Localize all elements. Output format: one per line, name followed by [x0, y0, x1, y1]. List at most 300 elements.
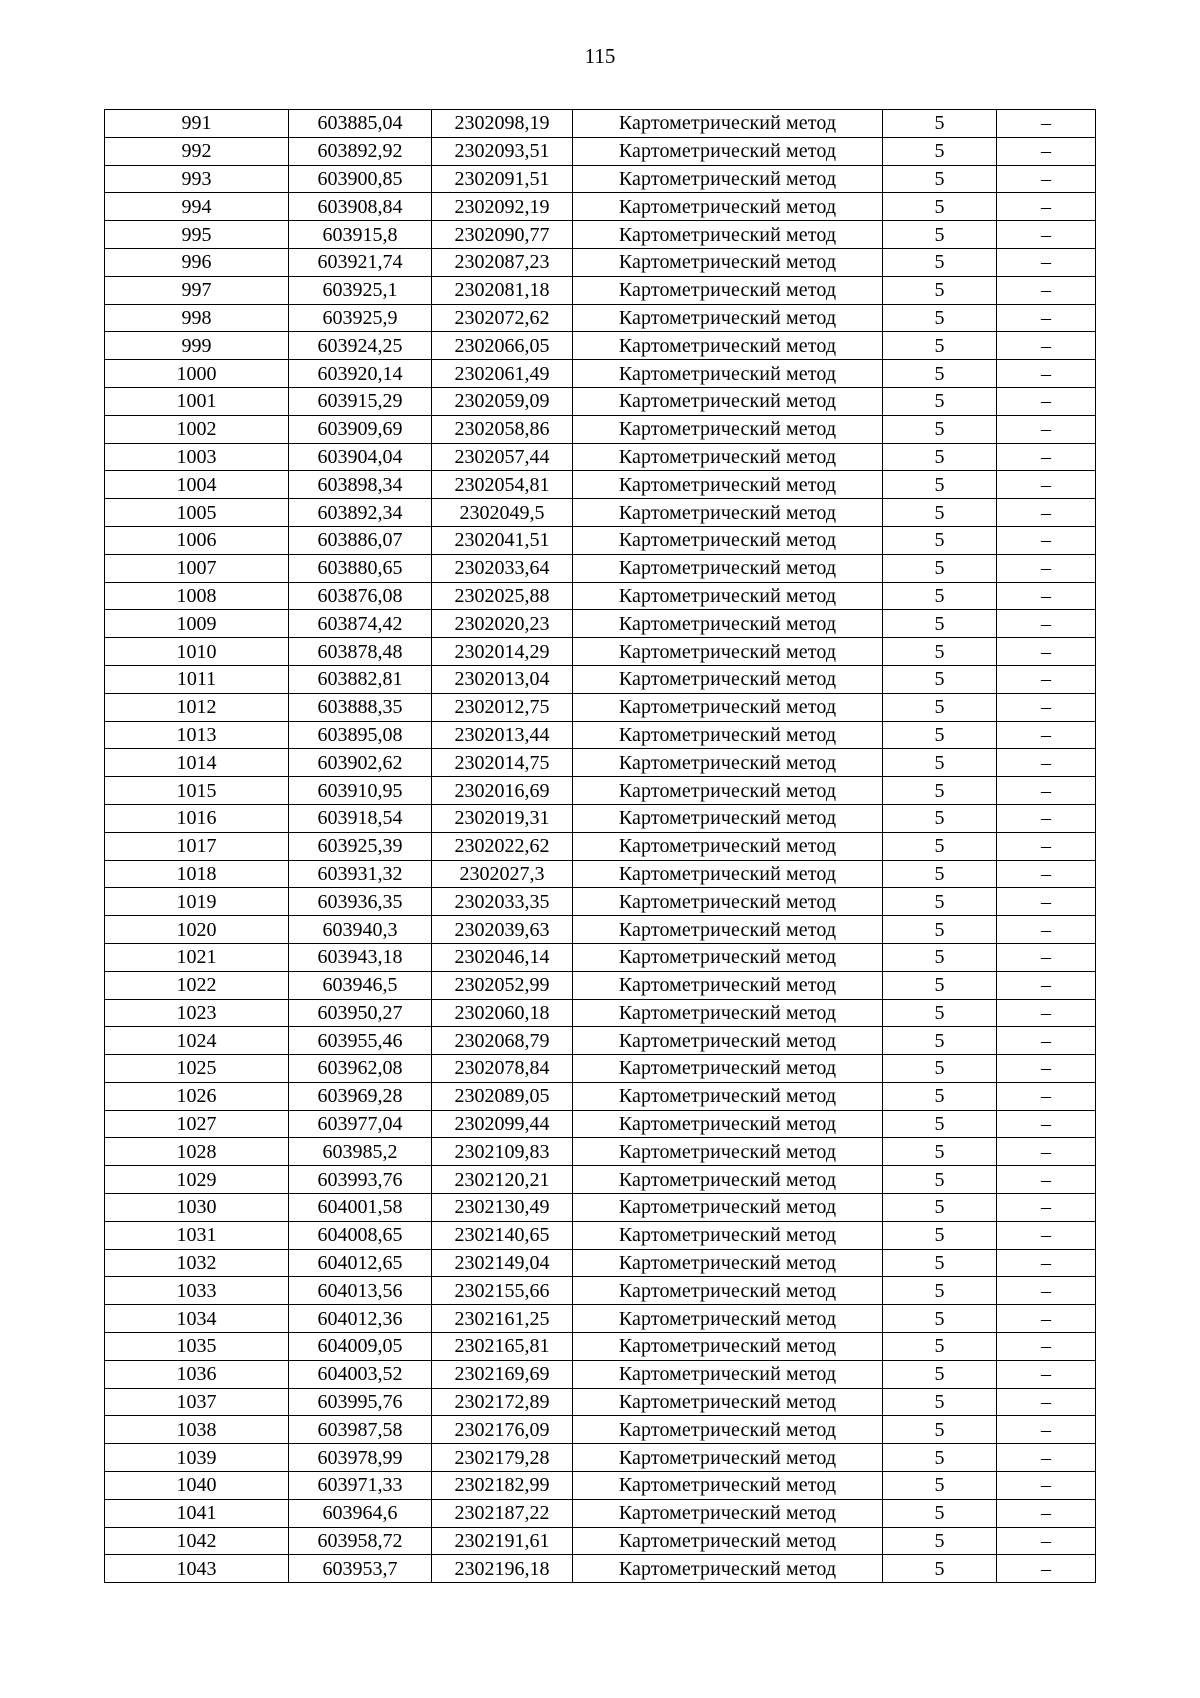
point-number-cell: 1025	[105, 1055, 289, 1083]
x-coordinate-cell: 603900,85	[289, 165, 432, 193]
description-cell: –	[997, 526, 1096, 554]
y-coordinate-cell: 2302039,63	[432, 916, 573, 944]
method-cell: Картометрический метод	[573, 165, 883, 193]
accuracy-cell: 5	[883, 999, 997, 1027]
y-coordinate-cell: 2302013,04	[432, 665, 573, 693]
accuracy-cell: 5	[883, 804, 997, 832]
x-coordinate-cell: 603892,34	[289, 499, 432, 527]
y-coordinate-cell: 2302025,88	[432, 582, 573, 610]
method-cell: Картометрический метод	[573, 1221, 883, 1249]
description-cell: –	[997, 1194, 1096, 1222]
x-coordinate-cell: 603978,99	[289, 1444, 432, 1472]
y-coordinate-cell: 2302087,23	[432, 248, 573, 276]
description-cell: –	[997, 387, 1096, 415]
x-coordinate-cell: 603931,32	[289, 860, 432, 888]
description-cell: –	[997, 1110, 1096, 1138]
method-cell: Картометрический метод	[573, 638, 883, 666]
table-row	[105, 276, 1096, 304]
x-coordinate-cell: 603955,46	[289, 1027, 432, 1055]
description-cell: –	[997, 860, 1096, 888]
accuracy-cell: 5	[883, 1249, 997, 1277]
point-number-cell: 1015	[105, 777, 289, 805]
table-row	[105, 721, 1096, 749]
method-cell: Картометрический метод	[573, 888, 883, 916]
description-cell: –	[997, 499, 1096, 527]
method-cell: Картометрический метод	[573, 471, 883, 499]
table-row	[105, 165, 1096, 193]
accuracy-cell: 5	[883, 248, 997, 276]
accuracy-cell: 5	[883, 1194, 997, 1222]
point-number-cell: 1012	[105, 693, 289, 721]
table-row	[105, 916, 1096, 944]
description-cell: –	[997, 1166, 1096, 1194]
table-row	[105, 943, 1096, 971]
description-cell: –	[997, 916, 1096, 944]
method-cell: Картометрический метод	[573, 1527, 883, 1555]
table-row	[105, 693, 1096, 721]
y-coordinate-cell: 2302165,81	[432, 1333, 573, 1361]
accuracy-cell: 5	[883, 1110, 997, 1138]
x-coordinate-cell: 603920,14	[289, 360, 432, 388]
point-number-cell: 1033	[105, 1277, 289, 1305]
accuracy-cell: 5	[883, 638, 997, 666]
method-cell: Картометрический метод	[573, 832, 883, 860]
point-number-cell: 1000	[105, 360, 289, 388]
description-cell: –	[997, 804, 1096, 832]
table-row	[105, 110, 1096, 138]
point-number-cell: 993	[105, 165, 289, 193]
accuracy-cell: 5	[883, 387, 997, 415]
y-coordinate-cell: 2302057,44	[432, 443, 573, 471]
y-coordinate-cell: 2302060,18	[432, 999, 573, 1027]
x-coordinate-cell: 604012,65	[289, 1249, 432, 1277]
y-coordinate-cell: 2302014,75	[432, 749, 573, 777]
x-coordinate-cell: 603909,69	[289, 415, 432, 443]
x-coordinate-cell: 603904,04	[289, 443, 432, 471]
x-coordinate-cell: 603921,74	[289, 248, 432, 276]
method-cell: Картометрический метод	[573, 1082, 883, 1110]
point-number-cell: 1004	[105, 471, 289, 499]
table-row	[105, 1082, 1096, 1110]
table-row	[105, 471, 1096, 499]
accuracy-cell: 5	[883, 721, 997, 749]
method-cell: Картометрический метод	[573, 1110, 883, 1138]
method-cell: Картометрический метод	[573, 276, 883, 304]
method-cell: Картометрический метод	[573, 304, 883, 332]
accuracy-cell: 5	[883, 888, 997, 916]
x-coordinate-cell: 604009,05	[289, 1333, 432, 1361]
x-coordinate-cell: 603874,42	[289, 610, 432, 638]
x-coordinate-cell: 603882,81	[289, 665, 432, 693]
x-coordinate-cell: 603924,25	[289, 332, 432, 360]
accuracy-cell: 5	[883, 943, 997, 971]
point-number-cell: 1011	[105, 665, 289, 693]
y-coordinate-cell: 2302169,69	[432, 1360, 573, 1388]
point-number-cell: 1038	[105, 1416, 289, 1444]
description-cell: –	[997, 1472, 1096, 1500]
description-cell: –	[997, 943, 1096, 971]
table-row	[105, 999, 1096, 1027]
point-number-cell: 1010	[105, 638, 289, 666]
accuracy-cell: 5	[883, 193, 997, 221]
accuracy-cell: 5	[883, 110, 997, 138]
description-cell: –	[997, 276, 1096, 304]
point-number-cell: 1008	[105, 582, 289, 610]
method-cell: Картометрический метод	[573, 1472, 883, 1500]
method-cell: Картометрический метод	[573, 526, 883, 554]
accuracy-cell: 5	[883, 276, 997, 304]
point-number-cell: 1020	[105, 916, 289, 944]
y-coordinate-cell: 2302012,75	[432, 693, 573, 721]
accuracy-cell: 5	[883, 332, 997, 360]
accuracy-cell: 5	[883, 304, 997, 332]
description-cell: –	[997, 554, 1096, 582]
method-cell: Картометрический метод	[573, 499, 883, 527]
method-cell: Картометрический метод	[573, 1305, 883, 1333]
y-coordinate-cell: 2302191,61	[432, 1527, 573, 1555]
method-cell: Картометрический метод	[573, 971, 883, 999]
y-coordinate-cell: 2302016,69	[432, 777, 573, 805]
y-coordinate-cell: 2302130,49	[432, 1194, 573, 1222]
description-cell: –	[997, 1444, 1096, 1472]
x-coordinate-cell: 603993,76	[289, 1166, 432, 1194]
description-cell: –	[997, 360, 1096, 388]
description-cell: –	[997, 1221, 1096, 1249]
description-cell: –	[997, 749, 1096, 777]
description-cell: –	[997, 1499, 1096, 1527]
description-cell: –	[997, 248, 1096, 276]
y-coordinate-cell: 2302099,44	[432, 1110, 573, 1138]
x-coordinate-cell: 603888,35	[289, 693, 432, 721]
x-coordinate-cell: 603985,2	[289, 1138, 432, 1166]
point-number-cell: 1024	[105, 1027, 289, 1055]
x-coordinate-cell: 603908,84	[289, 193, 432, 221]
y-coordinate-cell: 2302046,14	[432, 943, 573, 971]
x-coordinate-cell: 603915,8	[289, 221, 432, 249]
table-row	[105, 304, 1096, 332]
table-row	[105, 1527, 1096, 1555]
method-cell: Картометрический метод	[573, 1499, 883, 1527]
description-cell: –	[997, 1249, 1096, 1277]
method-cell: Картометрический метод	[573, 693, 883, 721]
accuracy-cell: 5	[883, 554, 997, 582]
method-cell: Картометрический метод	[573, 1555, 883, 1583]
point-number-cell: 1026	[105, 1082, 289, 1110]
y-coordinate-cell: 2302066,05	[432, 332, 573, 360]
method-cell: Картометрический метод	[573, 110, 883, 138]
x-coordinate-cell: 603953,7	[289, 1555, 432, 1583]
accuracy-cell: 5	[883, 1138, 997, 1166]
coordinates-table-body	[105, 110, 1096, 1583]
table-row	[105, 1333, 1096, 1361]
description-cell: –	[997, 1555, 1096, 1583]
method-cell: Картометрический метод	[573, 360, 883, 388]
accuracy-cell: 5	[883, 415, 997, 443]
point-number-cell: 1037	[105, 1388, 289, 1416]
y-coordinate-cell: 2302090,77	[432, 221, 573, 249]
method-cell: Картометрический метод	[573, 1360, 883, 1388]
y-coordinate-cell: 2302098,19	[432, 110, 573, 138]
y-coordinate-cell: 2302020,23	[432, 610, 573, 638]
x-coordinate-cell: 604001,58	[289, 1194, 432, 1222]
method-cell: Картометрический метод	[573, 749, 883, 777]
x-coordinate-cell: 603943,18	[289, 943, 432, 971]
y-coordinate-cell: 2302093,51	[432, 137, 573, 165]
y-coordinate-cell: 2302068,79	[432, 1027, 573, 1055]
point-number-cell: 996	[105, 248, 289, 276]
method-cell: Картометрический метод	[573, 137, 883, 165]
table-row	[105, 1027, 1096, 1055]
y-coordinate-cell: 2302058,86	[432, 415, 573, 443]
y-coordinate-cell: 2302187,22	[432, 1499, 573, 1527]
y-coordinate-cell: 2302089,05	[432, 1082, 573, 1110]
description-cell: –	[997, 971, 1096, 999]
method-cell: Картометрический метод	[573, 1027, 883, 1055]
accuracy-cell: 5	[883, 971, 997, 999]
table-row	[105, 360, 1096, 388]
point-number-cell: 992	[105, 137, 289, 165]
accuracy-cell: 5	[883, 443, 997, 471]
accuracy-cell: 5	[883, 1472, 997, 1500]
x-coordinate-cell: 603958,72	[289, 1527, 432, 1555]
x-coordinate-cell: 603946,5	[289, 971, 432, 999]
y-coordinate-cell: 2302052,99	[432, 971, 573, 999]
table-row	[105, 1499, 1096, 1527]
y-coordinate-cell: 2302109,83	[432, 1138, 573, 1166]
method-cell: Картометрический метод	[573, 332, 883, 360]
method-cell: Картометрический метод	[573, 415, 883, 443]
accuracy-cell: 5	[883, 1416, 997, 1444]
x-coordinate-cell: 603925,9	[289, 304, 432, 332]
accuracy-cell: 5	[883, 221, 997, 249]
accuracy-cell: 5	[883, 693, 997, 721]
y-coordinate-cell: 2302061,49	[432, 360, 573, 388]
table-row	[105, 332, 1096, 360]
x-coordinate-cell: 603902,62	[289, 749, 432, 777]
description-cell: –	[997, 888, 1096, 916]
y-coordinate-cell: 2302155,66	[432, 1277, 573, 1305]
accuracy-cell: 5	[883, 1277, 997, 1305]
x-coordinate-cell: 603886,07	[289, 526, 432, 554]
point-number-cell: 1013	[105, 721, 289, 749]
x-coordinate-cell: 603880,65	[289, 554, 432, 582]
description-cell: –	[997, 1055, 1096, 1083]
accuracy-cell: 5	[883, 1333, 997, 1361]
x-coordinate-cell: 604008,65	[289, 1221, 432, 1249]
description-cell: –	[997, 110, 1096, 138]
description-cell: –	[997, 999, 1096, 1027]
x-coordinate-cell: 603950,27	[289, 999, 432, 1027]
table-row	[105, 1221, 1096, 1249]
description-cell: –	[997, 415, 1096, 443]
accuracy-cell: 5	[883, 1444, 997, 1472]
x-coordinate-cell: 603962,08	[289, 1055, 432, 1083]
point-number-cell: 997	[105, 276, 289, 304]
point-number-cell: 1041	[105, 1499, 289, 1527]
x-coordinate-cell: 603918,54	[289, 804, 432, 832]
description-cell: –	[997, 471, 1096, 499]
point-number-cell: 991	[105, 110, 289, 138]
x-coordinate-cell: 603895,08	[289, 721, 432, 749]
page-number: 115	[584, 44, 616, 68]
y-coordinate-cell: 2302072,62	[432, 304, 573, 332]
description-cell: –	[997, 638, 1096, 666]
point-number-cell: 1042	[105, 1527, 289, 1555]
point-number-cell: 1001	[105, 387, 289, 415]
method-cell: Картометрический метод	[573, 721, 883, 749]
y-coordinate-cell: 2302013,44	[432, 721, 573, 749]
point-number-cell: 1003	[105, 443, 289, 471]
method-cell: Картометрический метод	[573, 1333, 883, 1361]
y-coordinate-cell: 2302092,19	[432, 193, 573, 221]
y-coordinate-cell: 2302172,89	[432, 1388, 573, 1416]
table-row	[105, 137, 1096, 165]
description-cell: –	[997, 1277, 1096, 1305]
description-cell: –	[997, 1527, 1096, 1555]
x-coordinate-cell: 603876,08	[289, 582, 432, 610]
point-number-cell: 1036	[105, 1360, 289, 1388]
method-cell: Картометрический метод	[573, 221, 883, 249]
method-cell: Картометрический метод	[573, 943, 883, 971]
table-row	[105, 1444, 1096, 1472]
table-row	[105, 804, 1096, 832]
y-coordinate-cell: 2302059,09	[432, 387, 573, 415]
table-row	[105, 1305, 1096, 1333]
table-row	[105, 832, 1096, 860]
y-coordinate-cell: 2302019,31	[432, 804, 573, 832]
method-cell: Картометрический метод	[573, 860, 883, 888]
y-coordinate-cell: 2302022,62	[432, 832, 573, 860]
method-cell: Картометрический метод	[573, 1277, 883, 1305]
x-coordinate-cell: 604013,56	[289, 1277, 432, 1305]
table-row	[105, 443, 1096, 471]
point-number-cell: 1007	[105, 554, 289, 582]
accuracy-cell: 5	[883, 582, 997, 610]
accuracy-cell: 5	[883, 1388, 997, 1416]
accuracy-cell: 5	[883, 499, 997, 527]
accuracy-cell: 5	[883, 1305, 997, 1333]
accuracy-cell: 5	[883, 1527, 997, 1555]
table-row	[105, 526, 1096, 554]
table-row	[105, 1194, 1096, 1222]
x-coordinate-cell: 603915,29	[289, 387, 432, 415]
description-cell: –	[997, 665, 1096, 693]
point-number-cell: 1030	[105, 1194, 289, 1222]
x-coordinate-cell: 603892,92	[289, 137, 432, 165]
description-cell: –	[997, 221, 1096, 249]
table-row	[105, 860, 1096, 888]
table-row	[105, 193, 1096, 221]
point-number-cell: 1035	[105, 1333, 289, 1361]
x-coordinate-cell: 603910,95	[289, 777, 432, 805]
point-number-cell: 1022	[105, 971, 289, 999]
accuracy-cell: 5	[883, 137, 997, 165]
method-cell: Картометрический метод	[573, 1416, 883, 1444]
method-cell: Картометрический метод	[573, 1194, 883, 1222]
description-cell: –	[997, 832, 1096, 860]
accuracy-cell: 5	[883, 860, 997, 888]
accuracy-cell: 5	[883, 165, 997, 193]
y-coordinate-cell: 2302078,84	[432, 1055, 573, 1083]
coordinates-table	[104, 109, 1096, 1583]
accuracy-cell: 5	[883, 916, 997, 944]
point-number-cell: 998	[105, 304, 289, 332]
method-cell: Картометрический метод	[573, 443, 883, 471]
table-row	[105, 665, 1096, 693]
description-cell: –	[997, 332, 1096, 360]
x-coordinate-cell: 603969,28	[289, 1082, 432, 1110]
accuracy-cell: 5	[883, 610, 997, 638]
x-coordinate-cell: 603964,6	[289, 1499, 432, 1527]
point-number-cell: 1028	[105, 1138, 289, 1166]
table-row	[105, 1555, 1096, 1583]
description-cell: –	[997, 1305, 1096, 1333]
accuracy-cell: 5	[883, 665, 997, 693]
y-coordinate-cell: 2302149,04	[432, 1249, 573, 1277]
y-coordinate-cell: 2302027,3	[432, 860, 573, 888]
point-number-cell: 1023	[105, 999, 289, 1027]
accuracy-cell: 5	[883, 1360, 997, 1388]
table-row	[105, 387, 1096, 415]
point-number-cell: 1034	[105, 1305, 289, 1333]
table-row	[105, 610, 1096, 638]
table-row	[105, 1249, 1096, 1277]
accuracy-cell: 5	[883, 1555, 997, 1583]
method-cell: Картометрический метод	[573, 665, 883, 693]
table-row	[105, 1388, 1096, 1416]
point-number-cell: 1016	[105, 804, 289, 832]
description-cell: –	[997, 1360, 1096, 1388]
description-cell: –	[997, 193, 1096, 221]
y-coordinate-cell: 2302120,21	[432, 1166, 573, 1194]
y-coordinate-cell: 2302054,81	[432, 471, 573, 499]
table-row	[105, 582, 1096, 610]
point-number-cell: 1039	[105, 1444, 289, 1472]
method-cell: Картометрический метод	[573, 248, 883, 276]
x-coordinate-cell: 604012,36	[289, 1305, 432, 1333]
point-number-cell: 1018	[105, 860, 289, 888]
point-number-cell: 1009	[105, 610, 289, 638]
point-number-cell: 995	[105, 221, 289, 249]
x-coordinate-cell: 603995,76	[289, 1388, 432, 1416]
y-coordinate-cell: 2302033,35	[432, 888, 573, 916]
point-number-cell: 1005	[105, 499, 289, 527]
x-coordinate-cell: 603925,39	[289, 832, 432, 860]
accuracy-cell: 5	[883, 1221, 997, 1249]
accuracy-cell: 5	[883, 1166, 997, 1194]
accuracy-cell: 5	[883, 1499, 997, 1527]
method-cell: Картометрический метод	[573, 582, 883, 610]
table-row	[105, 499, 1096, 527]
table-row	[105, 888, 1096, 916]
table-row	[105, 777, 1096, 805]
point-number-cell: 1019	[105, 888, 289, 916]
description-cell: –	[997, 137, 1096, 165]
method-cell: Картометрический метод	[573, 1444, 883, 1472]
method-cell: Картометрический метод	[573, 193, 883, 221]
description-cell: –	[997, 304, 1096, 332]
table-row	[105, 1472, 1096, 1500]
method-cell: Картометрический метод	[573, 610, 883, 638]
description-cell: –	[997, 1027, 1096, 1055]
description-cell: –	[997, 443, 1096, 471]
table-row	[105, 638, 1096, 666]
description-cell: –	[997, 1416, 1096, 1444]
y-coordinate-cell: 2302091,51	[432, 165, 573, 193]
point-number-cell: 1032	[105, 1249, 289, 1277]
accuracy-cell: 5	[883, 526, 997, 554]
description-cell: –	[997, 610, 1096, 638]
